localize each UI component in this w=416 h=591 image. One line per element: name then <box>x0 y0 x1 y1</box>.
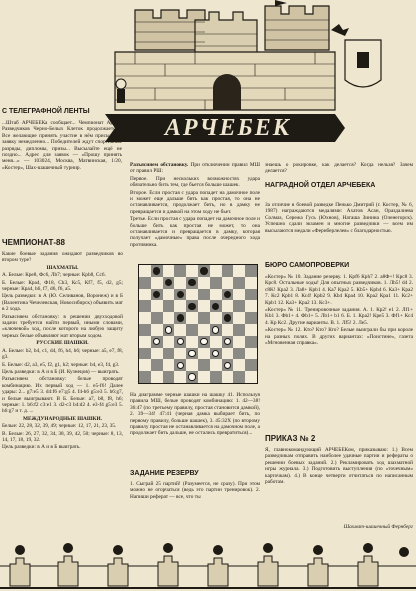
board-square <box>151 312 163 324</box>
draughts-explanation: Разъясняем обстановку: белые проводят комбинацию. Их первый ход — 1. e5-f6! Далее удары: 2... g7:e5 3. d4:f6 e7:g5 4. f4-h6 g5:e3 5. h6:g7, и белые выигрывают. В Б. Белые: a7, b8, f8, h6; черные: 1. b6:f2 c3:e1 3. d2-c3 b4:d2 4. e3-f4 g5:e3 5. h6:g7 и т. д. ... <box>2 376 123 415</box>
board-square <box>210 265 222 277</box>
rule-first: Первое. При нескольких возможностях удара обязательно бить тем, где бьется больше шашек. <box>130 175 260 189</box>
board-square <box>245 300 257 312</box>
draughts-position-b: Б. Белые: d2, a3, e5, f2, g1, h2; черные: b4, e3, f4, g3. <box>2 361 120 368</box>
task-text: 1. Сыграй 25 партий! (Разумеется, не сразу). При этом можно не огорчаться (ведь это партии тренировок). 2. Напиши реферат — все, что ты <box>130 481 260 500</box>
board-square <box>198 289 210 301</box>
board-square <box>151 289 163 301</box>
board-caption: На диаграмме черные шашки на шашку 41. Используя правила МШ, белые проводят комбинацию: 1. 42—38! 36:47 (по третьему правилу, простая становится дамкой), 2. 39—34! 47:41 (черная дамка выбирает бить, по первому правилу, больше шашек), 3. 45:32X (по второму правилу простая не останавливается на дамочном поле, а продолжает бить дальше, не остались превратиться)... <box>130 392 260 437</box>
draughts-position-a: А. Белые: b2, b4, c1, d4, f6, h4, h6; черные: a5, e7, f8, g3. <box>2 347 123 361</box>
board-square <box>139 312 151 324</box>
section-telegraph-text: ...Штаб АРЧЕБЕКа сообщает... Чемпионат Армии Разведчиков Черно-Белых Клеток продолжается... Все желающие принять участие в нём присылайте заявку немедленно... Победителей ждут спортивные разряды, дипломы, призы... Высылайте ещё не поздно... Адрес для заявок — «Прошу принять меня...» — 103024, Москва, Матвинская, 1/20, «Костер», Шах-шашечный турнир. <box>2 120 122 171</box>
board-square <box>222 336 234 348</box>
white-piece <box>212 326 220 334</box>
board-square <box>186 348 198 360</box>
board-square <box>198 324 210 336</box>
board-square <box>210 277 222 289</box>
bottom-frieze-illustration <box>0 536 416 591</box>
col3-top-text: знаешь о рокировке, как делается? Когда нельзя? Зачем делается? <box>265 162 413 175</box>
bureau-text-2: «Костер» № 11. Тренировочные задания. А. 1. Кр2! e1 2. Лf1+ Kb1 3. Фb1+ 4. Фb1+ 5. Лb1+ b1 6. Б. 1. Кра2! Кре5 3. Фf1+ Кс4 4. Кр Кс2. Другие варианты. В. 1. Лf5! 2. Лe5. <box>265 307 413 326</box>
championship-column <box>2 251 123 452</box>
order-text: Я, главнокомандующий АРЧЕБЕКом, приказываю: 1.) Всем разведчикам отправить наиболее удачные партии и рефераты о решении боевых заданий. 2.) Рекламировать ход шахматной игры журнала. 3.) Подготовить выступления (по «точечным» карточкам). 4.) В конце четверти отчитаться по написанным работам. <box>265 447 413 486</box>
board-square <box>139 371 151 383</box>
board-square <box>198 277 210 289</box>
board-square <box>186 289 198 301</box>
section-telegraph-title: С ТЕЛЕГРАФНОЙ ЛЕНТЫ <box>2 108 90 115</box>
white-piece <box>212 350 220 358</box>
board-square <box>245 324 257 336</box>
board-square <box>233 300 245 312</box>
board-square <box>233 265 245 277</box>
board-square <box>186 359 198 371</box>
board-square <box>174 371 186 383</box>
draughts-label: РУССКИЕ ШАШКИ. <box>36 340 89 347</box>
board-square <box>174 336 186 348</box>
board-square <box>198 371 210 383</box>
chess-position-b: Б. Белые: Кра4, Ф18, Сh3, Кс5, Кf7, f5, d2, g5; черные: Кра4, h6, f7, d6, f6, a5. <box>2 279 123 293</box>
board-square <box>198 312 210 324</box>
board-square <box>245 348 257 360</box>
task-title: ЗАДАНИЕ РЕЗЕРВУ <box>130 470 199 477</box>
white-piece <box>177 362 185 370</box>
black-piece <box>177 314 185 322</box>
black-piece <box>200 267 208 275</box>
board-square <box>245 359 257 371</box>
draughts-goal: Цель разведки: в А и в Б (И. Кузнецов) — выиграть. <box>2 368 120 375</box>
black-piece <box>177 291 185 299</box>
white-piece <box>165 326 173 334</box>
board-square <box>186 324 198 336</box>
board-square <box>210 371 222 383</box>
board-square <box>233 277 245 289</box>
board-square <box>210 359 222 371</box>
chess-position-a: А. Белые: Крe8, Фс6, Лb7; черные: Крb8, Сс6. <box>2 272 106 279</box>
board-square <box>222 289 234 301</box>
board-square <box>186 312 198 324</box>
board-square <box>186 265 198 277</box>
board-square <box>245 289 257 301</box>
board-square <box>163 289 175 301</box>
board-square <box>139 277 151 289</box>
board-square <box>174 265 186 277</box>
board-square <box>245 336 257 348</box>
obs-text: При отключении правил МШ от правил РШ: <box>130 162 260 175</box>
board-square <box>163 359 175 371</box>
white-piece <box>224 362 232 370</box>
board-square <box>139 359 151 371</box>
draughts-board-diagram <box>138 264 258 384</box>
black-piece <box>224 314 232 322</box>
black-piece <box>224 291 232 299</box>
board-square <box>233 289 245 301</box>
white-piece <box>188 350 196 358</box>
board-square <box>210 336 222 348</box>
board-square <box>186 336 198 348</box>
board-square <box>163 324 175 336</box>
board-square <box>174 300 186 312</box>
white-piece <box>177 338 185 346</box>
black-piece <box>212 303 220 311</box>
intl-goal: Цель разведки: в А и в Б выиграть. <box>2 444 81 451</box>
board-square <box>163 371 175 383</box>
board-square <box>198 300 210 312</box>
black-piece <box>165 279 173 287</box>
board-square <box>222 300 234 312</box>
board-square <box>198 336 210 348</box>
intl-position-b: В. Белые: 26, 27, 32, 34, 38, 39, 42, 50; черные: 8, 13, 14, 17, 18, 19, 32. <box>2 430 123 443</box>
white-piece <box>153 338 161 346</box>
black-piece <box>188 279 196 287</box>
board-square <box>210 289 222 301</box>
bureau-column <box>265 274 413 347</box>
board-square <box>139 336 151 348</box>
black-piece <box>153 291 161 299</box>
board-square <box>163 312 175 324</box>
board-square <box>151 265 163 277</box>
rule-third: Третье. Если простая с удара попадет на дамочное поле и больше бить как простая не может, то она останавливается и превращается в дамку, которая получает «дамочные» права после очередного хода противника. <box>130 216 260 248</box>
board-square <box>151 359 163 371</box>
board-square <box>174 324 186 336</box>
white-piece <box>188 373 196 381</box>
board-square <box>198 265 210 277</box>
board-square <box>163 348 175 360</box>
board-square <box>174 289 186 301</box>
board-square <box>222 265 234 277</box>
board-square <box>233 348 245 360</box>
board-square <box>139 289 151 301</box>
column-two-top <box>130 162 260 249</box>
board-square <box>222 371 234 383</box>
black-piece <box>188 303 196 311</box>
board-square <box>151 348 163 360</box>
signature: Шахмат-шашечный Фернберг <box>343 524 413 530</box>
board-square <box>222 359 234 371</box>
board-square <box>210 324 222 336</box>
board-square <box>174 312 186 324</box>
board-square <box>163 336 175 348</box>
chess-goal: Цель разведки: в А (Ю. Селиванов, Воронеж) и в Б (Валентина Чечелевская, Новосибирск) объявить мат в 2 хода. <box>2 293 123 313</box>
board-square <box>233 324 245 336</box>
intl-position-a: Белые: 22, 28, 32, 39, 49; черные: 12, 17, 21, 23, 35. <box>2 423 117 430</box>
board-square <box>233 359 245 371</box>
board-square <box>198 359 210 371</box>
board-square <box>222 324 234 336</box>
board-square <box>245 312 257 324</box>
chess-label: ШАХМАТЫ. <box>46 264 79 271</box>
bureau-text-1: «Костер» № 10. Задание резерву. 1. Крf6 Крh7 2. a8Ф+! Кpc8 3. Кpc8. Остальные ходы! Для опытных разведчиков. 1. Лb5! d4 2. c8K! Кpa2 3. Лa8+ Крb1 4. Ка7 Кра2 5. Кb5+ Крb4 6. Ка3+ Кра2 7. Кс2 Крb1 8. Кс4! Крb2 9. Кb4 Кра4 10. Кра2 Кра1 11. Кс2+ Крb1 12. Ка3+ Кра2 13. Кс3+. <box>265 274 413 306</box>
board-square <box>163 300 175 312</box>
board-square <box>174 359 186 371</box>
board-square <box>174 277 186 289</box>
board-square <box>222 277 234 289</box>
award-text: За отличие в боевой разведке Пенько Дмитрий (г. Костер, № 6, 1987) награждаются медалями: Ахатов Асан, Ораздалиева Солмаз, Сережа Гусь (Юхнов), Наташа Зинина (Оленегорск). Успешно сдали экзамен и многие разведчики — всем им высылаются медали «Фернберлелея» с благодарностью. <box>265 202 413 234</box>
board-square <box>163 265 175 277</box>
archebek-logo: АРЧЕБЕК <box>164 115 292 141</box>
board-square <box>139 324 151 336</box>
chess-explanation: Разъясняем обстановку: в решении двухходовой задачи требуется найти первый, иными словами, «ключевой» ход, после которого на любую защиту черных белые объявляют мат вторым ходом. <box>2 313 123 339</box>
board-square <box>245 371 257 383</box>
intl-draughts-label: МЕЖДУНАРОДНЫЕ ШАШКИ. <box>23 415 102 422</box>
order-title: ПРИКАЗ № 2 <box>265 434 316 443</box>
board-square <box>245 277 257 289</box>
white-piece <box>200 338 208 346</box>
board-square <box>151 371 163 383</box>
board-square <box>186 300 198 312</box>
board-square <box>186 371 198 383</box>
championship-intro: Какие боевые задания ожидают разведчиков во втором туре? <box>2 251 123 264</box>
board-square <box>139 265 151 277</box>
board-square <box>210 348 222 360</box>
board-square <box>222 348 234 360</box>
board-square <box>198 348 210 360</box>
board-square <box>210 300 222 312</box>
bureau-title: БЮРО САМОПРОВЕРКИ <box>265 262 350 269</box>
board-square <box>233 312 245 324</box>
board-square <box>139 300 151 312</box>
board-square <box>233 371 245 383</box>
white-piece <box>224 338 232 346</box>
board-square <box>163 277 175 289</box>
award-title: НАГРАДНОЙ ОТДЕЛ АРЧЕБЕКА <box>265 182 376 189</box>
board-square <box>245 265 257 277</box>
board-square <box>151 277 163 289</box>
board-square <box>151 300 163 312</box>
board-square <box>151 336 163 348</box>
board-square <box>210 312 222 324</box>
board-square <box>174 348 186 360</box>
rule-second: Второе. Если простая с удара попадет на дамочное поле и может еще дальше бить как простая, то она не останавливается, продолжает бить, но в дамку не превращается и дамкой на этом ходу не бьет. <box>130 189 260 215</box>
bureau-text-3: «Костер» № 12. Кто? Кто? Кто? Белые выиграли бы при короле на разных полях. В других вариантах: «Поистине», газета «Мгновенная справка». <box>265 327 413 347</box>
black-piece <box>153 267 161 275</box>
board-square <box>186 277 198 289</box>
board-square <box>151 324 163 336</box>
board-square <box>233 336 245 348</box>
board-square <box>222 312 234 324</box>
championship-title: ЧЕМПИОНАТ-88 <box>2 238 65 247</box>
obs-title: Разъясняем обстановку. <box>130 162 189 168</box>
board-square <box>139 348 151 360</box>
